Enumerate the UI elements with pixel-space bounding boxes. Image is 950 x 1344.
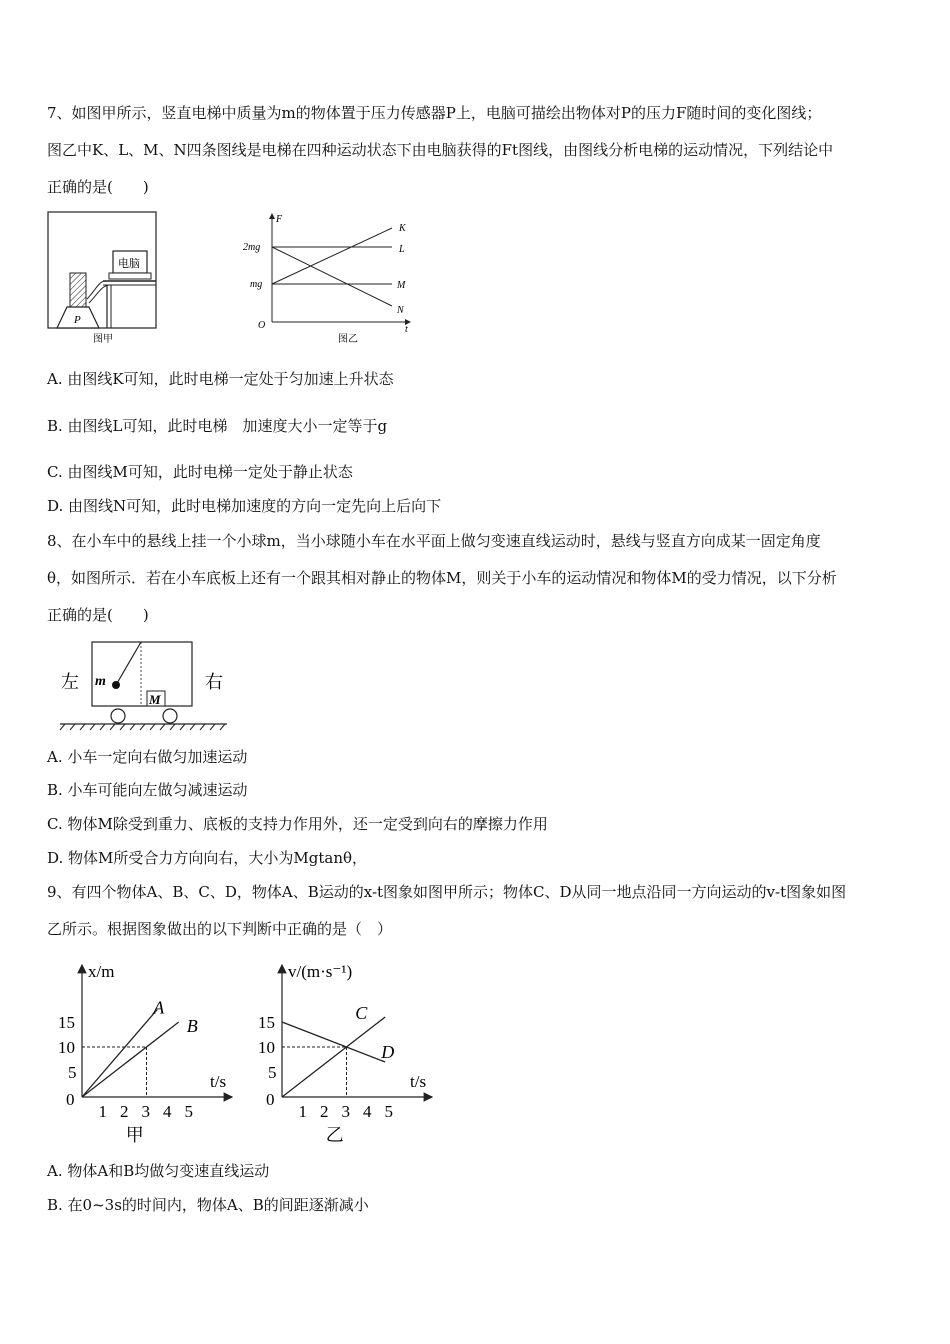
axis-t-label: t: [405, 324, 408, 335]
wheel-right: [163, 709, 177, 723]
q8-option-c: C. 物体M除受到重力、底板的支持力作用外，还一定受到向右的摩擦力作用: [47, 815, 548, 833]
q7-option-d: D. 由图线N可知，此时电梯加速度的方向一定先向上后向下: [47, 497, 442, 515]
series-c-line: [282, 1017, 385, 1097]
sensor-label: P: [74, 314, 81, 326]
label-k: K: [399, 223, 406, 234]
y-tick-label: 5: [268, 1063, 277, 1082]
x-axis-label: t/s: [210, 1072, 227, 1091]
series-a-label: A: [153, 997, 165, 1018]
q7-option-a: A. 由图线K可知，此时电梯一定处于匀加速上升状态: [47, 370, 394, 388]
y-tick-label: 15: [258, 1013, 275, 1032]
x-tick-label: 3: [141, 1102, 150, 1121]
tick-2mg: 2mg: [243, 242, 261, 253]
series-d-line: [282, 1022, 385, 1062]
x-tick-label: 1: [298, 1102, 307, 1121]
right-label: 右: [205, 672, 223, 692]
y-axis-label: v/(m·s⁻¹): [288, 962, 353, 981]
vt-chart: [240, 955, 440, 1150]
q7-option-c: C. 由图线M可知，此时电梯一定处于静止状态: [47, 463, 353, 481]
y-tick-label: 15: [58, 1013, 75, 1032]
x-tick-label: 1: [98, 1102, 107, 1121]
caption-yi: 图乙: [338, 334, 358, 345]
q8-option-b: B. 小车可能向左做匀减速运动: [47, 781, 248, 799]
x-tick-label: 2: [320, 1102, 329, 1121]
series-a-line: [82, 1010, 157, 1098]
label-n: N: [397, 305, 404, 316]
q8-cart-figure: [55, 638, 235, 734]
origin-label: 0: [266, 1090, 275, 1109]
x-tick-label: 5: [184, 1102, 193, 1121]
y-axis-label: x/m: [88, 962, 115, 981]
origin-label: O: [258, 320, 266, 331]
x-tick-label: 4: [163, 1102, 172, 1121]
q9-option-a: A. 物体A和B均做匀变速直线运动: [47, 1162, 270, 1180]
computer-label: 电脑: [118, 258, 140, 270]
q8-option-a: A. 小车一定向右做匀加速运动: [47, 748, 248, 766]
q9-line-1: 9、有四个物体A、B、C、D，物体A、B运动的x-t图象如图甲所示；物体C、D从同一地点沿同一方向运动的v-t图象如图: [47, 883, 847, 901]
q9-line-2: 乙所示。根据图象做出的以下判断中正确的是（ ）: [47, 920, 393, 938]
wheel-left: [111, 709, 125, 723]
mass-block: [70, 273, 86, 307]
q7-figure-jia: [47, 211, 159, 347]
y-tick-label: 10: [258, 1038, 275, 1057]
chart-caption: 乙: [325, 1125, 344, 1145]
cart-body: [92, 642, 192, 706]
origin-label: 0: [66, 1090, 75, 1109]
x-axis-label: t/s: [410, 1072, 427, 1091]
y-tick-label: 5: [68, 1063, 77, 1082]
series-b-line: [82, 1022, 179, 1097]
label-m: M: [397, 280, 406, 291]
y-tick-label: 10: [58, 1038, 75, 1057]
q8-line-1: 8、在小车中的悬线上挂一个小球m，当小球随小车在水平面上做匀变速直线运动时，悬线与竖直方向成某一固定角度: [47, 532, 821, 550]
ball: [112, 681, 120, 689]
left-label: 左: [61, 672, 79, 692]
q9-option-b: B. 在0~3s的时间内，物体A、B的间距逐渐减小: [47, 1196, 369, 1214]
q8-line-2: θ，如图所示．若在小车底板上还有一个跟其相对静止的物体M，则关于小车的运动情况和物体M的受力情况，以下分析: [47, 569, 837, 587]
q7-line-1: 7、如图甲所示，竖直电梯中质量为m的物体置于压力传感器P上，电脑可描绘出物体对P的压力F随时间的变化图线；: [47, 104, 822, 122]
x-tick-label: 2: [120, 1102, 129, 1121]
x-tick-label: 5: [384, 1102, 393, 1121]
x-tick-label: 3: [341, 1102, 350, 1121]
tick-mg: mg: [250, 279, 263, 290]
q7-figure-yi: [240, 210, 420, 348]
series-c-label: C: [355, 1003, 368, 1023]
series-d-label: D: [381, 1042, 395, 1062]
x-tick-label: 4: [363, 1102, 372, 1121]
caption-jia: 图甲: [93, 334, 113, 345]
series-b-label: B: [186, 1016, 198, 1036]
q8-option-d: D. 物体M所受合力方向向右，大小为Mgtanθ，: [47, 849, 368, 867]
block-label: M: [149, 692, 161, 707]
q7-option-b: B. 由图线L可知，此时电梯 加速度大小一定等于g: [47, 417, 388, 435]
ball-label: m: [95, 674, 106, 689]
q7-line-2: 图乙中K、L、M、N四条图线是电梯在四种运动状态下由电脑获得的Ft图线，由图线分析电梯的运动情况，下列结论中: [47, 141, 834, 159]
q8-line-3: 正确的是( ): [47, 606, 149, 624]
q7-line-3: 正确的是( ): [47, 178, 149, 196]
chart-caption: 甲: [125, 1125, 144, 1145]
xt-chart: [40, 955, 240, 1150]
label-l: L: [399, 244, 405, 255]
axis-f-label: F: [276, 214, 283, 225]
